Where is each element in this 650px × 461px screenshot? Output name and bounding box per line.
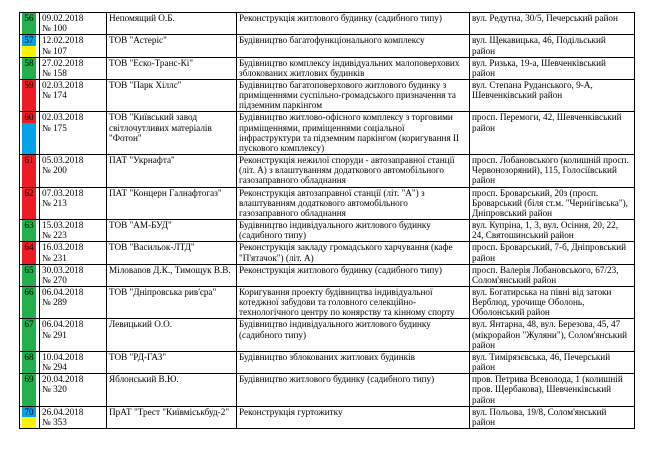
address-cell: просп. Лобановського (колишній просп. Червонозоряний), 115, Голосіївський район: [470, 155, 635, 188]
row-number: 56: [22, 13, 36, 24]
row-number-color-bottom: [22, 68, 36, 79]
address-cell: вул. Тимірязєвська, 46, Печерський район: [470, 351, 635, 373]
address-cell: вул. Редутна, 30/5, Печерський район: [470, 13, 635, 35]
row-number-color-bottom: [22, 297, 36, 318]
address-cell: просп. Валерія Лобановського, 67/23, Солом'янський район: [470, 264, 635, 286]
date-cell: [40, 187, 107, 220]
date-cell: [40, 406, 107, 428]
row-number: 65: [22, 265, 36, 276]
date-cell: [40, 286, 107, 319]
description-cell: Будівництво житлового будинку (садибного типу): [237, 374, 470, 407]
permit-number: № 158: [42, 67, 67, 78]
date-cell: [40, 155, 107, 188]
row-number: 64: [22, 242, 36, 253]
permits-table: [19, 12, 635, 429]
address-cell: просп. Перемоги, 42, Шевченківський район: [470, 112, 635, 155]
address-cell: вул. Купріна, 1, 3, вул. Осіння, 20, 22, 24, Святошинський район: [470, 220, 635, 242]
permit-date: 05.03.2018: [42, 155, 84, 166]
organization-cell: ТОВ "Парк Хіллс": [107, 79, 237, 112]
organization-cell: Непомящий О.Б.: [107, 13, 237, 35]
permits-table-body: [20, 13, 635, 429]
permit-date: 12.02.2018: [42, 35, 84, 46]
row-number: 62: [22, 188, 36, 199]
permit-date: 09.02.2018: [42, 13, 84, 23]
description-cell: Будівництво індивідуального житлового будинку (садибного типу): [237, 220, 470, 242]
date-cell: [40, 35, 107, 57]
row-number-color-bottom: [22, 198, 36, 219]
organization-cell: Яблонський В.Ю.: [107, 374, 237, 407]
date-cell: [40, 79, 107, 112]
row-number: 68: [22, 352, 36, 363]
organization-cell: ТОВ "Васильок-ЛТД": [107, 242, 237, 264]
table-row: [20, 220, 635, 242]
row-number: 61: [22, 155, 36, 166]
description-cell: Реконструкція житлового будинку (садибного типу): [237, 13, 470, 35]
description-cell: Будівництво багатоповерхового житлового будинку з приміщеннями суспільно-громадського призначення та підземним паркінгом: [237, 79, 470, 112]
date-cell: [40, 220, 107, 242]
address-cell: просп. Броварський, 7-б, Дніпровський район: [470, 242, 635, 264]
organization-cell: ТОВ "Астерiс": [107, 35, 237, 57]
date-cell: [40, 264, 107, 286]
row-number-color-bottom: [22, 231, 36, 242]
permit-date: 20.04.2018: [42, 374, 84, 385]
row-number-color-bottom: [22, 46, 36, 57]
row-number-cell: [20, 220, 40, 242]
description-cell: Реконструкція житлового будинку (садибного типу): [237, 264, 470, 286]
table-row: [20, 79, 635, 112]
permit-date: 06.04.2018: [42, 286, 84, 297]
permit-number: № 291: [42, 329, 67, 340]
row-number: 59: [22, 80, 36, 91]
row-number-cell: [20, 319, 40, 352]
description-cell: Будівництво житлово-офісного комплексу з торговими приміщеннями, приміщеннями соціальної інфраструктури та підземним паркінгом (коригування II пускового комплексу): [237, 112, 470, 155]
permit-date: 02.03.2018: [42, 112, 84, 123]
organization-cell: Левицький О.О.: [107, 319, 237, 352]
row-number-color-bottom: [22, 253, 36, 264]
row-number-color-bottom: [22, 417, 36, 428]
permit-date: 07.03.2018: [42, 187, 84, 198]
organization-cell: ТОВ "Еско-Транс-Кі": [107, 57, 237, 79]
table-row: [20, 264, 635, 286]
description-cell: Будівництво індивідуального житлового будинку (садибного типу): [237, 319, 470, 352]
date-cell: [40, 351, 107, 373]
date-cell: [40, 374, 107, 407]
row-number-color-bottom: [22, 385, 36, 406]
permit-number: № 174: [42, 90, 67, 101]
table-row: [20, 406, 635, 428]
date-cell: [40, 319, 107, 352]
description-cell: Будівництво комплексу індивідуальних малоповерхових зблокованих житлових будинків: [237, 57, 470, 79]
row-number-color-bottom: [22, 330, 36, 351]
address-cell: просп. Броварський, 20з (просп. Броварський (біля ст.м. "Чернігівська"), Дніпровський район: [470, 187, 635, 220]
address-cell: пров. Петрива Всеволода, 1 (колишній пров. Щербакова), Шевченківський район: [470, 374, 635, 407]
organization-cell: ТОВ "Київський завод світлочутливих матеріалів "Фотон": [107, 112, 237, 155]
row-number-color-bottom: [22, 275, 36, 286]
organization-cell: Міловanов Д.К., Тимощук В.В.: [107, 264, 237, 286]
row-number: 60: [22, 112, 36, 123]
row-number: 58: [22, 58, 36, 69]
permit-number: № 175: [42, 122, 67, 133]
row-number: 70: [22, 407, 36, 418]
row-number-color-bottom: [22, 123, 36, 154]
date-cell: [40, 112, 107, 155]
address-cell: вул. Янтарна, 48, вул. Березова, 45, 47 (мікрорайон "Жуляни"), Солом'янський район: [470, 319, 635, 352]
permit-date: 27.02.2018: [42, 57, 84, 68]
permit-date: 06.04.2018: [42, 319, 84, 330]
permit-date: 15.03.2018: [42, 220, 84, 231]
table-row: [20, 155, 635, 188]
row-number-cell: [20, 351, 40, 373]
table-row: [20, 187, 635, 220]
organization-cell: ТОВ "РД-ГАЗ": [107, 351, 237, 373]
description-cell: Реконструкція закладу громадського харчування (кафе "П'ятачок") (літ. А): [237, 242, 470, 264]
table-row: [20, 242, 635, 264]
address-cell: вул. Щекавицька, 46, Подільський район: [470, 35, 635, 57]
row-number: 63: [22, 220, 36, 231]
table-row: [20, 374, 635, 407]
permit-number: № 223: [42, 230, 67, 241]
address-cell: вул. Польова, 19/8, Солом'янський район: [470, 406, 635, 428]
address-cell: вул. Степана Руданського, 9-А, Шевченківський район: [470, 79, 635, 112]
table-row: [20, 351, 635, 373]
permit-date: 10.04.2018: [42, 351, 84, 362]
description-cell: Реконструкція гуртожитку: [237, 406, 470, 428]
address-cell: вул. Богатирська на півні від затоки Верблюд, урочище Оболонь, Оболонський район: [470, 286, 635, 319]
permit-number: № 100: [42, 23, 67, 34]
row-number-cell: [20, 13, 40, 35]
row-number: 66: [22, 287, 36, 298]
description-cell: Будівництво багатофункціонального комплексу: [237, 35, 470, 57]
row-number-cell: [20, 264, 40, 286]
organization-cell: ТОВ "АМ-БУД": [107, 220, 237, 242]
permit-number: № 294: [42, 362, 67, 373]
row-number-color-bottom: [22, 24, 36, 35]
table-row: [20, 286, 635, 319]
organization-cell: ТОВ "Дніпровська рив'єра": [107, 286, 237, 319]
permit-date: 30.03.2018: [42, 264, 84, 275]
permit-number: № 200: [42, 165, 67, 176]
date-cell: [40, 242, 107, 264]
permit-number: № 213: [42, 197, 67, 208]
description-cell: Коригування проекту будівництва індивідуальної котеджної забудови та головного селекційно-технологічного центру по конярству та кінному спорту: [237, 286, 470, 319]
row-number-cell: [20, 155, 40, 188]
row-number-cell: [20, 286, 40, 319]
organization-cell: ПАТ "Укрнафта": [107, 155, 237, 188]
row-number-cell: [20, 374, 40, 407]
row-number-color-bottom: [22, 166, 36, 187]
row-number-color-bottom: [22, 90, 36, 111]
permit-number: № 353: [42, 416, 67, 427]
table-row: [20, 112, 635, 155]
row-number-cell: [20, 35, 40, 57]
permit-date: 02.03.2018: [42, 79, 84, 90]
date-cell: [40, 13, 107, 35]
row-number: 67: [22, 319, 36, 330]
permit-date: 16.03.2018: [42, 242, 84, 253]
row-number-cell: [20, 406, 40, 428]
row-number-cell: [20, 57, 40, 79]
table-row: [20, 13, 635, 35]
permit-date: 26.04.2018: [42, 406, 84, 417]
description-cell: Будівництво зблокованих житлових будинків: [237, 351, 470, 373]
description-cell: Реконструкція автозаправної станції (літ. "А") з влаштуванням додаткового автомобільного газозаправного обладнання: [237, 187, 470, 220]
table-row: [20, 57, 635, 79]
row-number-cell: [20, 112, 40, 155]
row-number-color-bottom: [22, 362, 36, 373]
table-row: [20, 35, 635, 57]
address-cell: вул. Ризька, 19-а, Шевченківський район: [470, 57, 635, 79]
permit-number: № 320: [42, 384, 67, 395]
date-cell: [40, 57, 107, 79]
row-number-cell: [20, 187, 40, 220]
row-number: 69: [22, 374, 36, 385]
row-number-cell: [20, 242, 40, 264]
permit-number: № 231: [42, 252, 67, 263]
organization-cell: ПрАТ "Трест "Київміськбуд-2": [107, 406, 237, 428]
permit-number: № 270: [42, 274, 67, 285]
organization-cell: ПАТ "Концерн Галнафтогаз": [107, 187, 237, 220]
permit-number: № 289: [42, 297, 67, 308]
permit-number: № 107: [42, 45, 67, 56]
description-cell: Реконструкція нежилої споруди - автозаправної станції (літ. А) з влаштуванням додаткового автомобільного газозаправного обладнання: [237, 155, 470, 188]
row-number: 57: [22, 35, 36, 46]
row-number-cell: [20, 79, 40, 112]
table-row: [20, 319, 635, 352]
